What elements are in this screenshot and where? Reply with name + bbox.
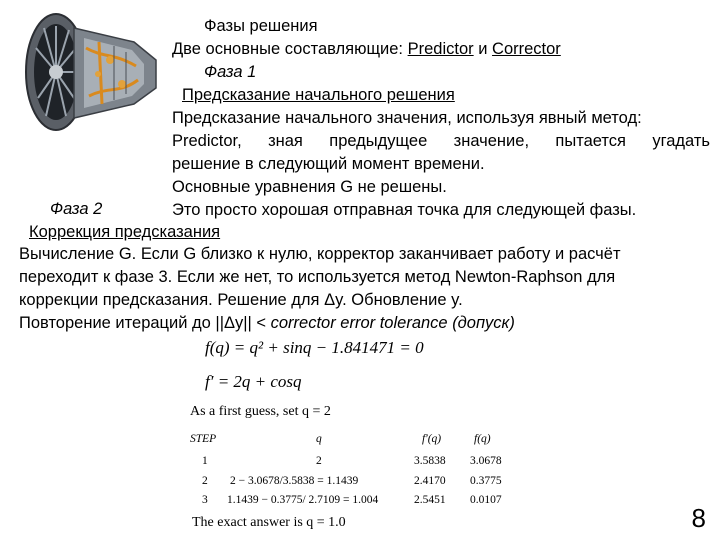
phase2-heading: Коррекция предсказания (29, 223, 221, 241)
table-row-2-q: 2 − 3.0678/3.5838 = 1.1439 (230, 475, 359, 487)
phase2-line-4 (19, 312, 515, 335)
table-row-3-q: 1.1439 − 0.3775/ 2.7109 = 1.004 (227, 494, 379, 506)
predictor-term: Predictor (407, 40, 474, 58)
phase2-line-1: Вычисление G. Если G близко к нулю, корректор заканчивает работу и расчёт (19, 245, 621, 263)
table-row-3-step: 3 (202, 494, 208, 506)
jet-engine-image (14, 8, 164, 136)
table-row-2-f: 0.3775 (470, 475, 502, 487)
components-line (172, 38, 561, 61)
components-prefix: Две основные составляющие: (172, 40, 408, 58)
slide-title: Фазы решения (204, 17, 318, 35)
equation-f: f(q) = q² + sinq − 1.841471 = 0 (205, 338, 424, 357)
table-header-step: STEP (190, 433, 217, 445)
table-header-q: q (316, 433, 322, 445)
corrector-term: Corrector (492, 40, 561, 58)
phase2-label: Фаза 2 (50, 200, 103, 218)
equation-derivative: f′ = 2q + cosq (205, 372, 302, 391)
tolerance-text: corrector error tolerance (допуск) (270, 314, 515, 332)
phase1-line-4: Основные уравнения G не решены. (172, 178, 447, 196)
table-row-2-fprime: 2.4170 (414, 475, 446, 487)
iteration-prefix: Повторение итераций до ||Δy|| < (19, 314, 271, 332)
phase1-label: Фаза 1 (204, 63, 257, 81)
table-row-3-f: 0.0107 (470, 494, 502, 506)
phase1-line-1: Предсказание начального значения, используя явный метод: (172, 109, 642, 127)
phase1-line-3: решение в следующий момент времени. (172, 155, 485, 173)
page-number: 8 (691, 503, 706, 533)
table-row-1-q: 2 (316, 455, 322, 467)
exact-answer: The exact answer is q = 1.0 (192, 515, 346, 530)
first-guess: As a first guess, set q = 2 (190, 404, 331, 419)
phase1-heading: Предсказание начального решения (182, 86, 455, 104)
table-row-1-fprime: 3.5838 (414, 455, 446, 467)
table-row-1-step: 1 (202, 455, 208, 467)
table-header-f: f(q) (474, 433, 491, 445)
phase2-line-3: коррекции предсказания. Решение для Δy. Обновление y. (19, 291, 463, 309)
table-row-2-step: 2 (202, 475, 208, 487)
phase1-line-5: Это просто хорошая отправная точка для следующей фазы. (172, 201, 637, 219)
table-row-3-fprime: 2.5451 (414, 494, 446, 506)
phase1-line-2: Predictor, зная предыдущее значение, пытается угадать (172, 132, 710, 150)
table-header-fprime: f′(q) (422, 433, 442, 445)
phase2-line-2: переходит к фазе 3. Если же нет, то используется метод Newton-Raphson для (19, 268, 616, 286)
and-word: и (473, 40, 493, 58)
table-row-1-f: 3.0678 (470, 455, 502, 467)
